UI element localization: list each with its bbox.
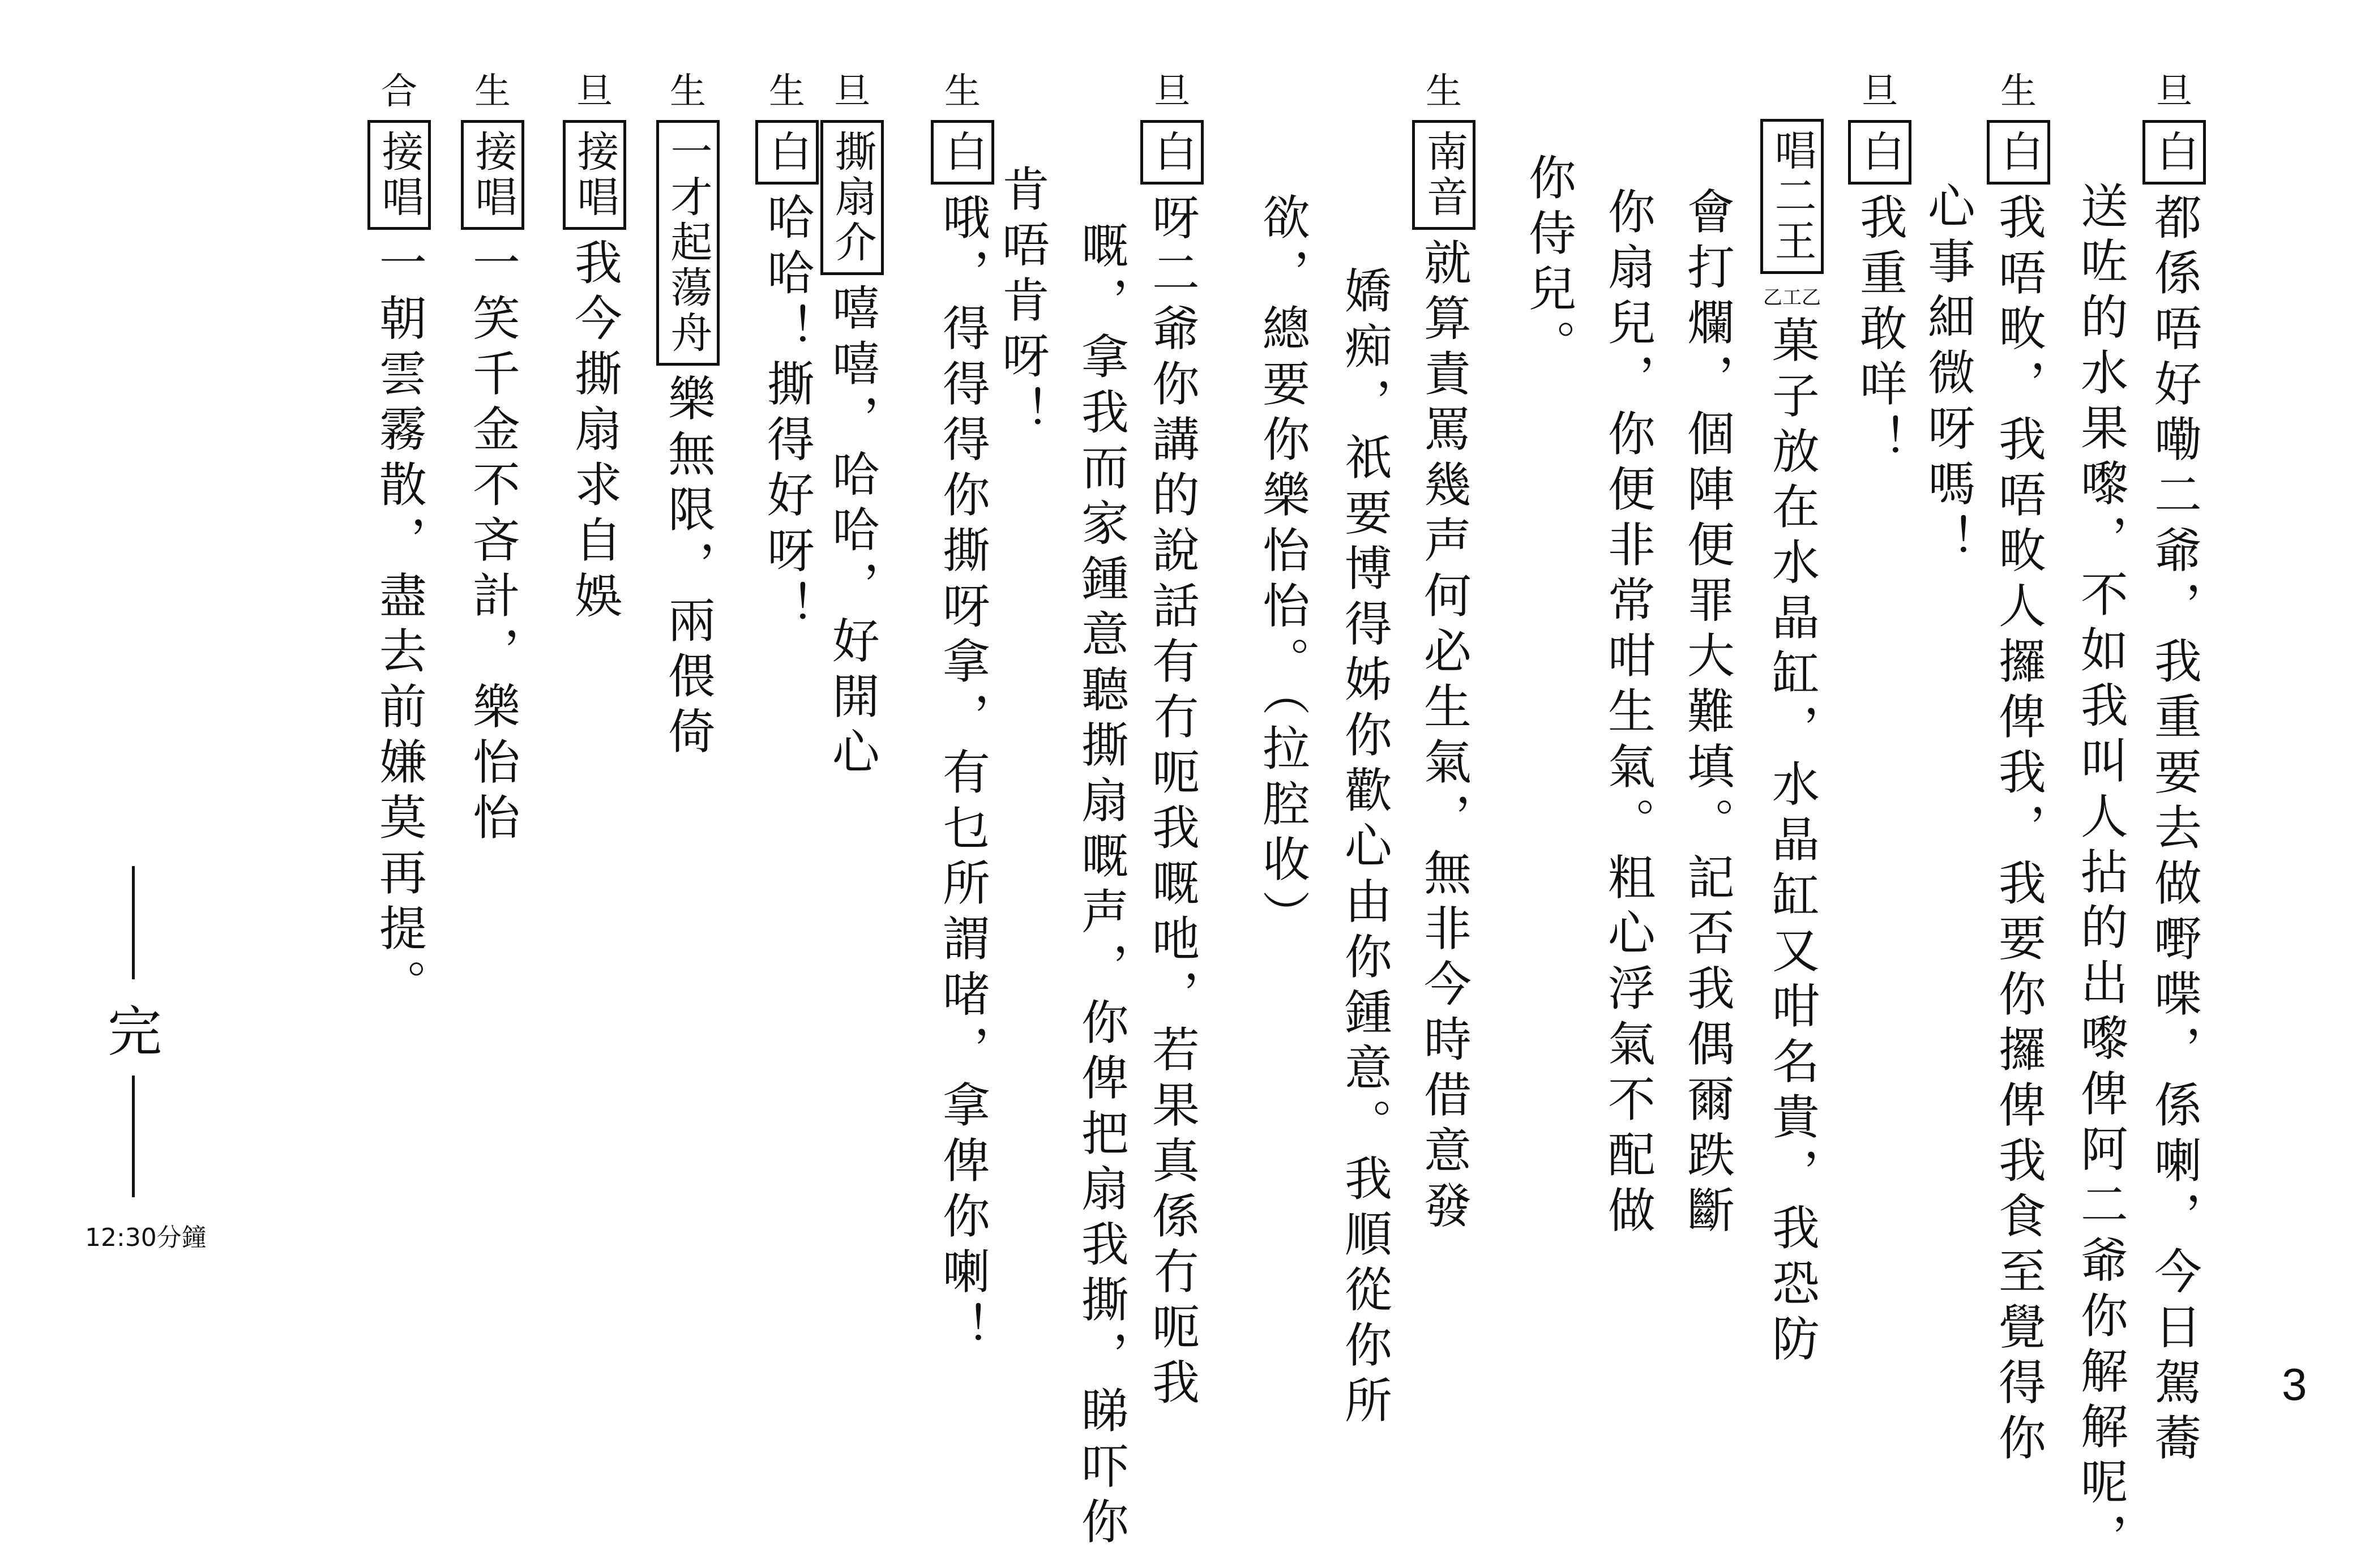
script-line: 一笑千金不吝計，樂怡怡 [465, 238, 521, 848]
role-label: 生 [1426, 71, 1462, 113]
script-line: 我唔畋，我唔畋人攞俾我，我要你攞俾我食至覺得你 [1991, 192, 2047, 1468]
script-line: 會打爛，個陣便罪大難填。記否我偶爾跌斷 [1679, 187, 1735, 1241]
role-label: 旦 [834, 71, 870, 113]
script-column-13 [1135, 71, 1209, 1413]
script-line: 呀二爺你講的說話有冇呃我嘅吔，若果真係冇呃我 [1144, 192, 1200, 1413]
page-number: 3 [2282, 1359, 2307, 1410]
script-column-14 [1064, 221, 1138, 1552]
script-line: 肯唔肯呀！ [994, 164, 1050, 442]
script-column-7 [1670, 187, 1744, 1241]
role-label: 旦 [2156, 71, 2192, 113]
cue-box: 接唱 [367, 120, 430, 230]
script-column-9 [1512, 153, 1585, 375]
script-column-17 [815, 71, 889, 782]
script-column-22 [362, 71, 436, 1014]
script-line: 你扇兒，你便非常咁生氣。粗心浮氣不配做 [1600, 187, 1656, 1241]
script-column-20 [558, 71, 631, 626]
script-line: 嬌痴，祇要博得姊你歡心由你鍾意。我順從你所 [1337, 266, 1393, 1431]
script-column-19 [651, 71, 725, 762]
cue-box: 南音 [1412, 120, 1475, 230]
script-line: 你侍兒。 [1521, 153, 1577, 375]
role-label: 合 [381, 71, 417, 113]
script-column-5 [1843, 71, 1917, 470]
cue-box: 白 [931, 120, 994, 185]
script-line: 樂無限，兩偎倚 [660, 374, 716, 762]
end-divider-top [132, 866, 135, 979]
script-line: 就算責罵幾声何必生氣，無非今時借意發 [1416, 238, 1472, 1236]
script-column-1 [2137, 71, 2211, 1468]
role-label: 旦 [1862, 71, 1898, 113]
script-line: 我今撕扇求自娛 [567, 238, 623, 626]
role-label: 旦 [576, 71, 613, 113]
role-label: 生 [670, 71, 706, 113]
cue-box: 一才起蕩舟 [656, 120, 719, 366]
script-column-4 [1911, 181, 1984, 569]
script-line: 欲，總要你樂怡怡。（拉腔收） [1255, 192, 1311, 945]
timing-note: 12:30分鐘 [85, 1223, 207, 1252]
script-column-2 [2064, 181, 2137, 1568]
role-label: 生 [944, 71, 981, 113]
script-column-3 [1982, 71, 2055, 1468]
script-line: 心事細微呀嗎！ [1920, 181, 1976, 569]
cue-box: 白 [1987, 120, 2050, 185]
cue-box: 白 [1848, 120, 1911, 185]
cue-box: 白 [1140, 120, 1203, 185]
script-column-21 [456, 71, 529, 848]
cue-box: 唱二王 [1760, 119, 1823, 274]
script-line: 我重敢咩！ [1852, 192, 1908, 470]
cue-box: 接唱 [563, 120, 626, 230]
script-line: 送咗的水果嚟，不如我叫人拈的出嚟俾阿二爺你解解呢， [2073, 181, 2129, 1568]
script-column-6 [1755, 119, 1829, 1369]
role-label: 生 [769, 71, 805, 113]
cue-box: 撕扇介 [820, 120, 883, 275]
role-label: 生 [474, 71, 511, 113]
script-column-16 [926, 71, 999, 1357]
script-column-10 [1407, 71, 1481, 1236]
end-divider-bottom [132, 1076, 135, 1197]
cue-box: 白 [755, 120, 818, 185]
script-column-8 [1591, 187, 1665, 1241]
script-line: 哦，得得得你撕呀拿，有乜所謂啫，拿俾你喇！ [935, 192, 991, 1357]
script-line: 都係唔好嘞二爺，我重要去做嘢喋，係喇，今日駕蕎 [2146, 192, 2202, 1468]
script-column-11 [1328, 266, 1401, 1431]
role-label: 旦 [1154, 71, 1190, 113]
script-line: 菓子放在水晶缸，水晶缸又咁名貴，我恐防 [1764, 315, 1820, 1369]
end-mark: 完 [108, 1000, 162, 1064]
script-line: 一朝雲霧散，盡去前嫌莫再提。 [371, 238, 427, 1014]
role-label: 生 [2000, 71, 2037, 113]
cue-box: 接唱 [461, 120, 524, 230]
script-line: 嘻嘻，哈哈，好開心 [824, 283, 880, 782]
script-line: 哈哈！撕得好呀！ [759, 192, 815, 636]
script-column-18 [750, 71, 824, 636]
cue-box: 白 [2142, 120, 2205, 185]
script-column-12 [1246, 192, 1319, 945]
music-note: 乙工乙 [1763, 286, 1821, 309]
script-line: 嘅，拿我而家鍾意聽撕扇嘅声，你俾把扇我撕，睇吓你 [1073, 221, 1130, 1552]
